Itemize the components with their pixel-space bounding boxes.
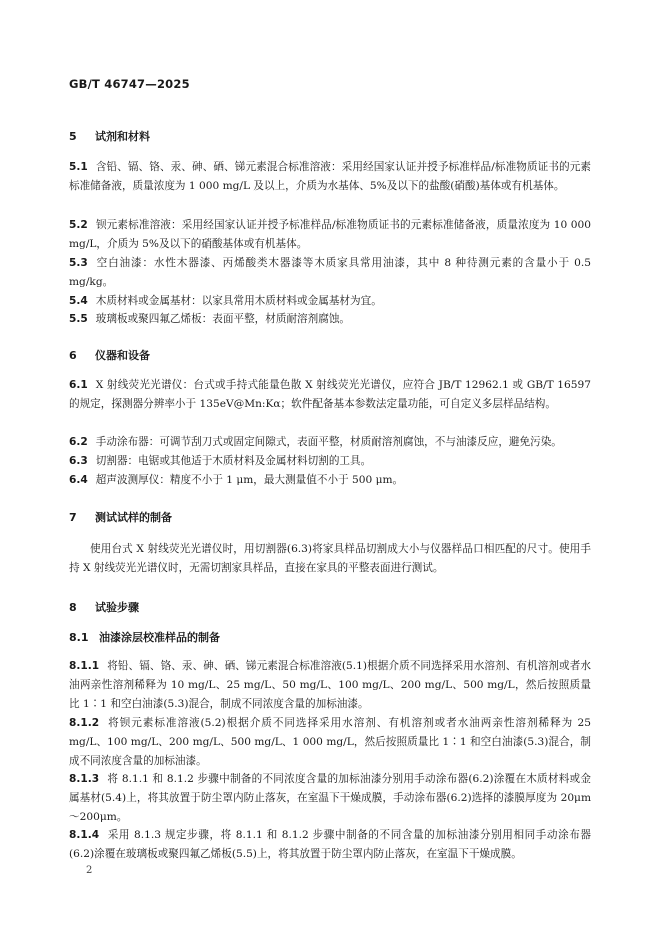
clause-number: 8.1.4 xyxy=(69,829,100,841)
clause-6-4 xyxy=(69,471,591,490)
clause-text: 空白油漆：水性木器漆、丙烯酸类木器漆等木质家具常用油漆，其中 8 种待测元素的含量小于 0.5 mg/kg。 xyxy=(69,257,591,289)
clause-text: 采用 8.1.3 规定步骤，将 8.1.1 和 8.1.2 步骤中制备的不同含量的加标油漆分别用相同手动涂布器(6.2)涂覆在玻璃板或聚四氟乙烯板(5.5)上，将其放置于防尘罩内防止落灰，在室温下干燥成膜。 xyxy=(69,829,591,861)
clause-5-4 xyxy=(69,292,591,311)
clause-text: 超声波测厚仪：精度不小于 1 μm，最大测量值不小于 500 μm。 xyxy=(95,474,404,486)
subsection-heading-8-1 xyxy=(69,629,220,645)
clause-6-3 xyxy=(69,452,591,471)
clause-text: 木质材料或金属基材：以家具常用木质材料或金属基材为宜。 xyxy=(95,295,382,307)
clause-5-1 xyxy=(69,158,591,196)
section-title: 仪器和设备 xyxy=(95,349,150,362)
clause-8-1-2 xyxy=(69,714,591,772)
section-heading-8 xyxy=(69,599,139,615)
section-heading-6 xyxy=(69,347,150,363)
clause-number: 5.1 xyxy=(69,161,88,173)
section-title: 测试试样的制备 xyxy=(95,511,172,524)
page-number: 2 xyxy=(86,865,93,876)
clause-text: X 射线荧光光谱仪：台式或手持式能量色散 X 射线荧光光谱仪，应符合 JB/T 12962.1 或 GB/T 16597 的规定，探测器分辨率小于 135eV@Mn:Kα；软件配备基本参数法定量功能，可自定义多层样品结构。 xyxy=(69,379,591,411)
section-7-paragraph: 使用台式 X 射线荧光光谱仪时，用切割器(6.3)将家具样品切割成大小与仪器样品口相匹配的尺寸。使用手持 X 射线荧光光谱仪时，无需切割家具样品，直接在家具的平整表面进行测试。 xyxy=(69,543,591,575)
clause-text: 手动涂布器：可调节刮刀式或固定间隙式，表面平整，材质耐溶剂腐蚀，不与油漆反应，避免污染。 xyxy=(95,436,562,448)
clause-number: 6.3 xyxy=(69,455,88,467)
section-heading-5 xyxy=(69,128,150,144)
clause-8-1-4 xyxy=(69,826,591,864)
clause-5-2 xyxy=(69,216,591,254)
subsection-title: 油漆涂层校准样品的制备 xyxy=(99,631,220,644)
section-title: 试剂和材料 xyxy=(95,130,150,143)
section-number: 5 xyxy=(69,130,77,143)
clause-6-1 xyxy=(69,376,591,414)
clause-6-2 xyxy=(69,433,591,452)
clause-number: 8.1.1 xyxy=(69,660,100,672)
clause-text: 将钡元素标准溶液(5.2)根据介质不同选择采用水溶剂、有机溶剂或者水油两亲性溶剂稀释为 25 mg/L、100 mg/L、200 mg/L、500 mg/L、1 000 mg/L，然后按照质量比 1∶1 和空白油漆(5.3)混合，制成不同浓度含量的加标油漆。 xyxy=(69,717,591,768)
clause-number: 5.4 xyxy=(69,295,88,307)
clause-text: 钡元素标准溶液：采用经国家认证并授予标准样品/标准物质证书的元素标准储备液，质量浓度为 10 000 mg/L，介质为 5%及以下的硝酸基体或有机基体。 xyxy=(69,219,591,251)
clause-number: 8.1.2 xyxy=(69,717,100,729)
clause-number: 5.2 xyxy=(69,219,88,231)
clause-text: 将铅、镉、铬、汞、砷、硒、锑元素混合标准溶液(5.1)根据介质不同选择采用水溶剂、有机溶剂或者水油两亲性溶剂稀释为 10 mg/L、25 mg/L、50 mg/L、100 mg/L、200 mg/L、500 mg/L，然后按照质量比 1∶1 和空白油漆(5.3)混合，制成不同浓度含量的加标油漆。 xyxy=(69,660,591,711)
section-number: 7 xyxy=(69,511,77,524)
clause-text: 玻璃板或聚四氟乙烯板：表面平整，材质耐溶剂腐蚀。 xyxy=(95,313,351,325)
clause-number: 5.3 xyxy=(69,257,88,269)
clause-number: 6.1 xyxy=(69,379,88,391)
section-title: 试验步骤 xyxy=(95,601,139,614)
clause-text: 将 8.1.1 和 8.1.2 步骤中制备的不同浓度含量的加标油漆分别用手动涂布器(6.2)涂覆在木质材料或金属基材(5.4)上，将其放置于防尘罩内防止落灰，在室温下干燥成膜，手动涂布器(6.2)选择的漆膜厚度为 20μm～200μm。 xyxy=(69,773,591,824)
section-heading-7 xyxy=(69,509,172,525)
clause-8-1-1 xyxy=(69,657,591,715)
clause-8-1-3 xyxy=(69,770,591,828)
clause-text: 切割器：电锯或其他适于木质材料及金属材料切割的工具。 xyxy=(95,455,372,467)
section-number: 8 xyxy=(69,601,77,614)
clause-number: 5.5 xyxy=(69,313,88,325)
clause-5-3 xyxy=(69,254,591,292)
standard-code: GB/T 46747—2025 xyxy=(69,77,190,91)
subsection-number: 8.1 xyxy=(69,631,89,644)
clause-number: 6.4 xyxy=(69,474,88,486)
clause-number: 6.2 xyxy=(69,436,88,448)
clause-5-5 xyxy=(69,310,591,329)
section-number: 6 xyxy=(69,349,77,362)
clause-number: 8.1.3 xyxy=(69,773,100,785)
clause-text: 含铅、镉、铬、汞、砷、硒、锑元素混合标准溶液：采用经国家认证并授予标准样品/标准物质证书的元素标准储备液，质量浓度为 1 000 mg/L 及以上，介质为水基体、5%及以下的盐酸(硝酸)基体或有机基体。 xyxy=(69,161,591,193)
